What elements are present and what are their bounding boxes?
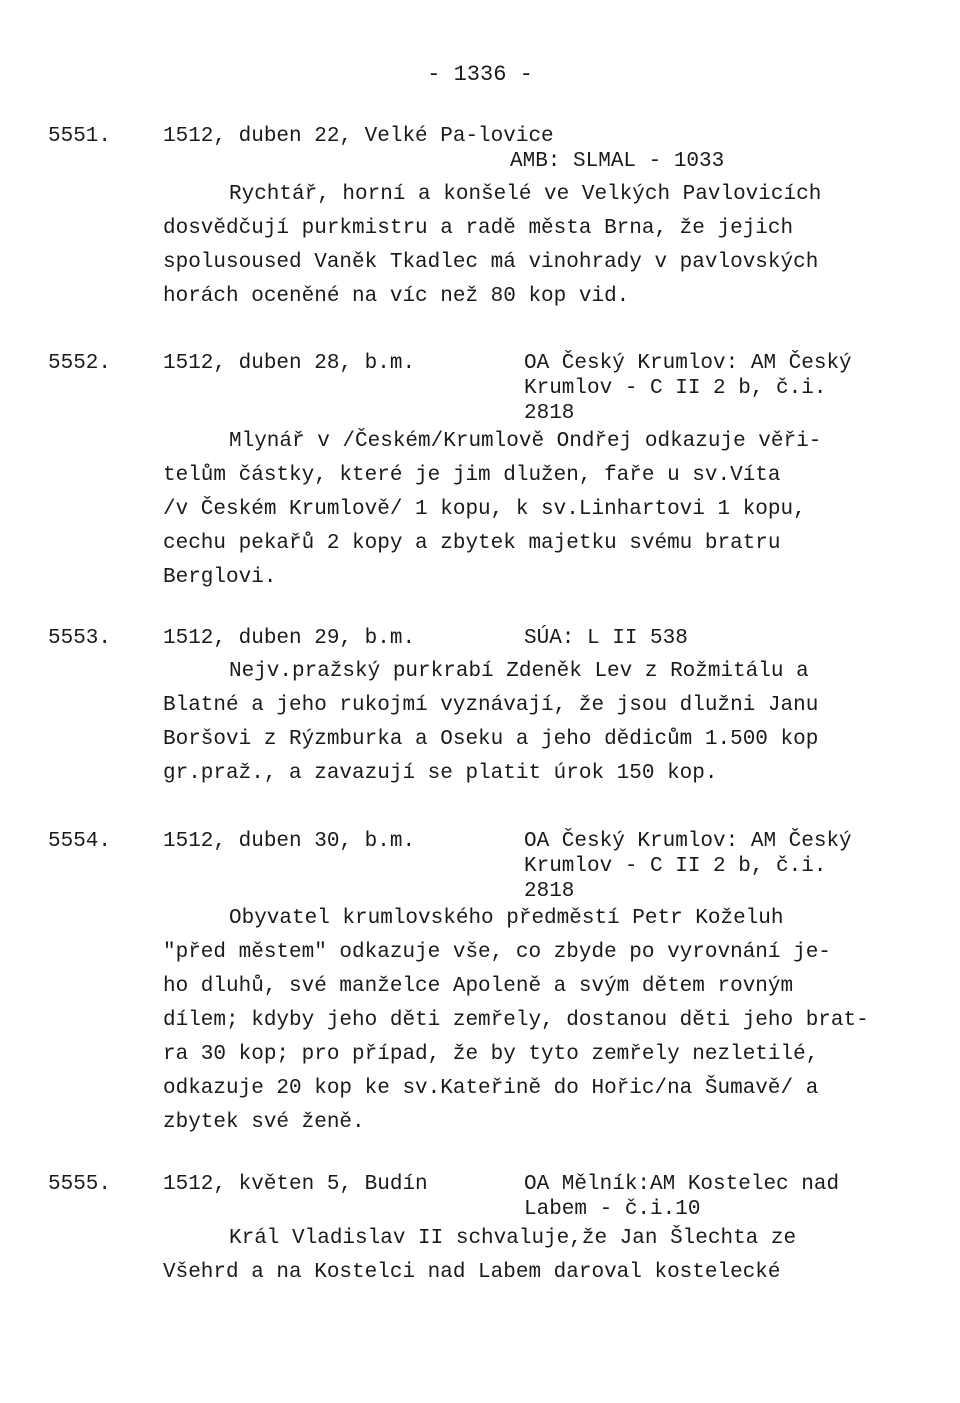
entry-text-line: Rychtář, horní a konšelé ve Velkých Pavlovicích [229,183,822,206]
entry-date: 1512, květen 5, Budín [163,1173,428,1196]
entry-text-line: odkazuje 20 kop ke sv.Kateřině do Hořic/na Šumavě/ a [163,1077,819,1100]
entry-text-line: Král Vladislav II schvaluje,že Jan Šlechta ze [229,1227,797,1250]
entry-text-line: cechu pekařů 2 kopy a zbytek majetku svému bratru [163,532,781,555]
entry-text-line: Blatné a jeho rukojmí vyznávají, že jsou dlužni Janu [163,694,819,717]
entry-date: 1512, duben 30, b.m. [163,830,416,853]
entry-text-line: Obyvatel krumlovského předměstí Petr Koželuh [229,907,784,930]
entry-text-line: Nejv.pražský purkrabí Zdeněk Lev z Rožmitálu a [229,660,809,683]
entry-number: 5554. [48,830,112,853]
entry-source: Krumlov - C II 2 b, č.i. [524,377,827,400]
entry-text-line: telům částky, které je jim dlužen, faře u sv.Víta [163,464,781,487]
entry-source: 2818 [524,880,575,903]
entry-text-line: ho dluhů, své manželce Apoleně a svým dětem rovným [163,975,794,998]
entry-number: 5552. [48,352,112,375]
entry-text-line: Všehrd a na Kostelci nad Labem daroval kostelecké [163,1261,781,1284]
entry-source: OA Český Krumlov: AM Český [524,352,852,375]
entry-text-line: "před městem" odkazuje vše, co zbyde po vyrovnání je- [163,941,831,964]
entry-text-line: Mlynář v /Českém/Krumlově Ondřej odkazuje věři- [229,430,822,453]
entry-number: 5551. [48,125,112,148]
entry-text-line: Boršovi z Rýzmburka a Oseku a jeho dědicům 1.500 kop [163,728,819,751]
entry-text-line: dosvědčují purkmistru a radě města Brna, že jejich [163,217,794,240]
entry-number: 5555. [48,1173,112,1196]
entry-source: Krumlov - C II 2 b, č.i. [524,855,827,878]
entry-source: 2818 [524,402,575,425]
entry-number: 5553. [48,627,112,650]
entry-source: Labem - č.i.10 [524,1198,701,1221]
entry-text-line: ra 30 kop; pro případ, že by tyto zemřely nezletilé, [163,1043,819,1066]
page-number: - 1336 - [427,62,533,87]
entry-date: 1512, duben 29, b.m. [163,627,416,650]
entry-text-line: zbytek své ženě. [163,1111,365,1134]
entry-text-line: Berglovi. [163,566,277,589]
entry-text-line: horách oceněné na víc než 80 kop vid. [163,285,630,308]
entry-text-line: dílem; kdyby jeho děti zemřely, dostanou děti jeho brat- [163,1009,869,1032]
entry-text-line: /v Českém Krumlově/ 1 kopu, k sv.Linhartovi 1 kopu, [163,498,806,521]
entry-source: SÚA: L II 538 [524,627,688,650]
entry-source: OA Český Krumlov: AM Český [524,830,852,853]
entry-source: AMB: SLMAL - 1033 [510,150,725,173]
entry-date: 1512, duben 22, Velké Pa-lovice [163,125,554,148]
entry-text-line: gr.praž., a zavazují se platit úrok 150 kop. [163,762,718,785]
entry-date: 1512, duben 28, b.m. [163,352,416,375]
entry-source: OA Mělník:AM Kostelec nad [524,1173,840,1196]
entry-text-line: spolusoused Vaněk Tkadlec má vinohrady v pavlovských [163,251,819,274]
